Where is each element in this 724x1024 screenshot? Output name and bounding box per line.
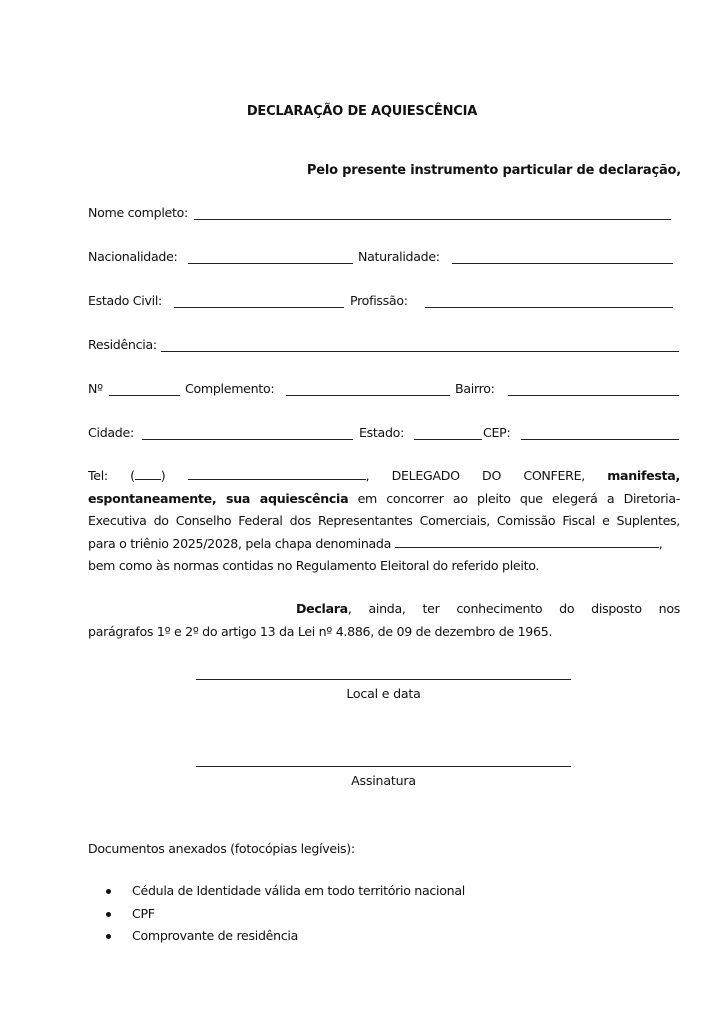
- document-title: DECLARAÇÃO DE AQUIESCÊNCIA: [246, 104, 478, 119]
- paragraph-line-5: bem como às normas contidas no Regulamento Eleitoral do referido pleito.: [88, 558, 540, 573]
- intro-text: Pelo presente instrumento particular de declaração,: [306, 163, 681, 178]
- chapa-field[interactable]: [395, 535, 659, 548]
- cidade-field[interactable]: [142, 439, 353, 440]
- estado-civil-label: Estado Civil:: [88, 293, 162, 308]
- cep-label: CEP:: [483, 425, 511, 440]
- bullet-icon: [106, 889, 111, 894]
- profissao-field[interactable]: [425, 307, 673, 308]
- attachment-item: CPF: [106, 903, 465, 926]
- cidade-label: Cidade:: [88, 425, 134, 440]
- attachment-item: Comprovante de residência: [106, 925, 465, 948]
- profissao-label: Profissão:: [350, 293, 408, 308]
- bairro-label: Bairro:: [455, 381, 495, 396]
- bairro-field[interactable]: [508, 395, 679, 396]
- bullet-icon: [106, 934, 111, 939]
- residencia-label: Residência:: [88, 337, 157, 352]
- assinatura-label: Assinatura: [351, 773, 416, 788]
- knowledge-paragraph: [88, 598, 680, 643]
- paragraph-line-1: [88, 465, 680, 488]
- estado-field[interactable]: [414, 439, 482, 440]
- complemento-field[interactable]: [286, 395, 450, 396]
- assinatura-line[interactable]: [196, 766, 571, 767]
- tel-ddd[interactable]: ( ): [130, 468, 166, 483]
- complemento-label: Complemento:: [185, 381, 275, 396]
- declaration-paragraph: [88, 465, 680, 578]
- numero-field[interactable]: [109, 395, 180, 396]
- tel-number: , DELEGADO DO CONFERE,: [188, 468, 585, 483]
- numero-label: Nº: [88, 381, 103, 396]
- tel-ddd-field[interactable]: [135, 467, 161, 480]
- attachments-list: [106, 880, 465, 948]
- estado-civil-field[interactable]: [174, 307, 344, 308]
- cep-field[interactable]: [521, 439, 679, 440]
- paragraph2-line-1: Declara, ainda, ter conhecimento do disposto nos: [296, 601, 680, 616]
- paragraph-line-3: Executiva do Conselho Federal dos Representantes Comerciais, Comissão Fiscal e Suplentes,: [88, 513, 680, 528]
- nacionalidade-label: Nacionalidade:: [88, 249, 178, 264]
- local-data-line[interactable]: [196, 679, 571, 680]
- naturalidade-label: Naturalidade:: [358, 249, 440, 264]
- bullet-icon: [106, 912, 111, 917]
- naturalidade-field[interactable]: [452, 263, 673, 264]
- manifesta-text: manifesta,: [607, 468, 680, 483]
- paragraph-line-2: espontaneamente, sua aquiescência em concorrer ao pleito que elegerá a Diretoria-: [88, 490, 680, 506]
- tel-label: Tel:: [88, 468, 108, 483]
- attachments-heading: Documentos anexados (fotocópias legíveis):: [88, 841, 355, 856]
- nome-completo-label: Nome completo:: [88, 205, 188, 220]
- tel-number-field[interactable]: [188, 467, 366, 480]
- paragraph-line-4: para o triênio 2025/2028, pela chapa denominada ,: [88, 535, 663, 551]
- nome-completo-field[interactable]: [194, 219, 671, 220]
- attachment-item: Cédula de Identidade válida em todo território nacional: [106, 880, 465, 903]
- residencia-field[interactable]: [161, 351, 679, 352]
- estado-label: Estado:: [359, 425, 405, 440]
- nacionalidade-field[interactable]: [188, 263, 353, 264]
- local-data-label: Local e data: [346, 686, 421, 701]
- paragraph2-line-2: parágrafos 1º e 2º do artigo 13 da Lei nº 4.886, de 09 de dezembro de 1965.: [88, 623, 553, 639]
